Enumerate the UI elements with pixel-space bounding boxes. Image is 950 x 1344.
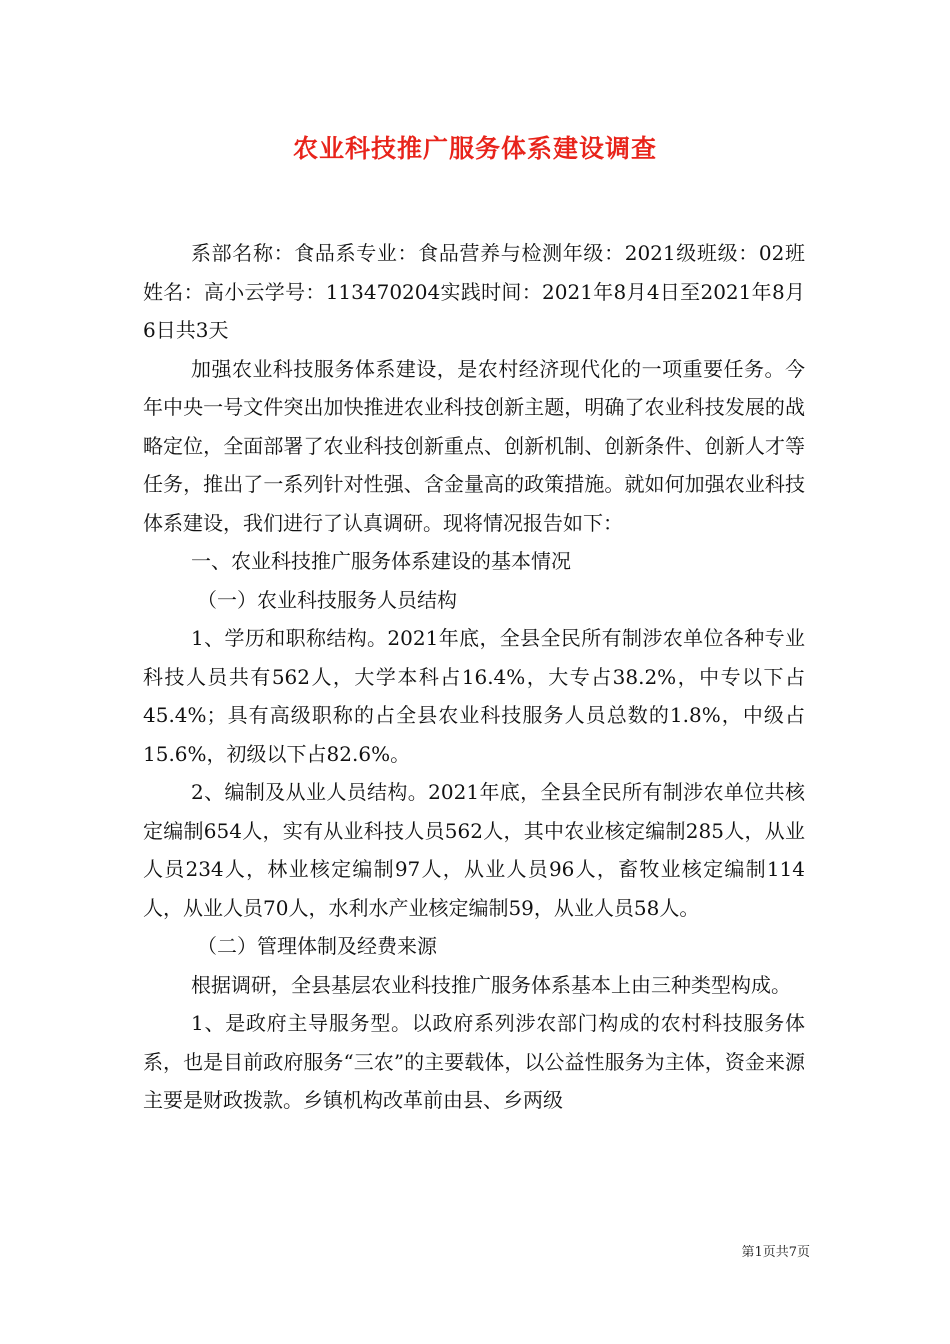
body-paragraph: 根据调研，全县基层农业科技推广服务体系基本上由三种类型构成。 — [191, 972, 791, 997]
body-paragraph: 1、学历和职称结构。2021年底，全县全民所有制涉农单位各种专业科技人员共有562人，大学本科占16.4%，大专占38.2%，中专以下占45.4%；具有高级职称的占全县农业科技服务人员总数的1.8%，中级占15.6%，初级以下占82.6%。 — [143, 626, 805, 766]
subsection-heading: （一）农业科技服务人员结构 — [197, 587, 457, 612]
document-body — [143, 234, 805, 1120]
page-number: 第1页共7页 — [741, 1245, 810, 1260]
document-title: 农业科技推广服务体系建设调查 — [292, 134, 657, 163]
body-paragraph: 2、编制及从业人员结构。2021年底，全县全民所有制涉农单位共核定编制654人，实有从业科技人员562人，其中农业核定编制285人，从业人员234人，林业核定编制97人，从业人员96人，畜牧业核定编制114人，从业人员70人，水利水产业核定编制59，从业人员58人。 — [143, 780, 805, 920]
student-info-paragraph: 系部名称：食品系专业：食品营养与检测年级：2021级班级：02班姓名：高小云学号：113470204实践时间：2021年8月4日至2021年8月6日共3天 — [143, 241, 805, 342]
section-heading: 一、农业科技推广服务体系建设的基本情况 — [191, 549, 571, 573]
intro-paragraph: 加强农业科技服务体系建设，是农村经济现代化的一项重要任务。今年中央一号文件突出加快推进农业科技创新主题，明确了农业科技发展的战略定位，全面部署了农业科技创新重点、创新机制、创新条件、创新人才等任务，推出了一系列针对性强、含金量高的政策措施。就如何加强农业科技体系建设，我们进行了认真调研。现将情况报告如下： — [143, 356, 805, 535]
subsection-heading: （二）管理体制及经费来源 — [197, 934, 437, 958]
body-paragraph: 1、是政府主导服务型。以政府系列涉农部门构成的农村科技服务体系，也是目前政府服务“三农”的主要载体，以公益性服务为主体，资金来源主要是财政拨款。乡镇机构改革前由县、乡两级 — [143, 1011, 805, 1112]
